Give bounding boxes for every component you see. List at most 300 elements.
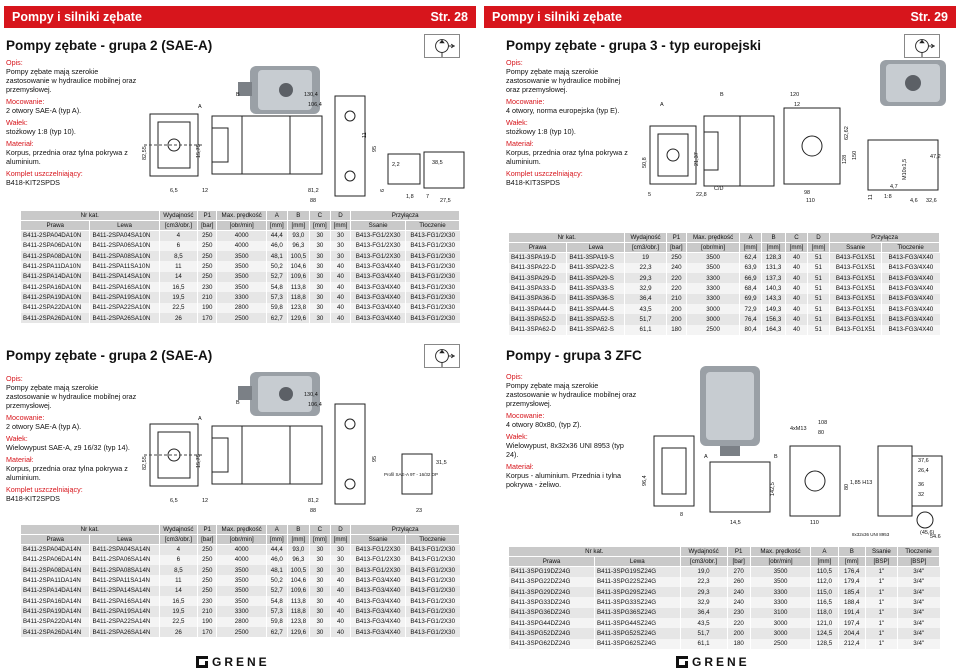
table-cell: B411-2SPA26SA14N <box>90 627 159 637</box>
col-header: [mm] <box>287 221 310 231</box>
table-cell: B411-2SPA06SA14N <box>90 555 159 565</box>
table-cell: B413-FG1X51 <box>829 283 881 293</box>
dim-label: 8 <box>680 512 684 518</box>
table-cell: 191,4 <box>838 608 865 618</box>
pump-technical-drawing <box>640 56 952 206</box>
dim-label: 142,5 <box>770 482 776 496</box>
table-row <box>509 273 940 283</box>
product-description <box>6 58 138 190</box>
table-cell: 11 <box>159 575 198 585</box>
desc-label: Opis: <box>506 372 523 381</box>
table-cell: 51 <box>808 294 830 304</box>
table-row <box>21 241 460 251</box>
table-cell: 128,3 <box>762 253 786 263</box>
col-header: Nr kat. <box>509 547 681 557</box>
dim-label: 80 <box>818 430 825 436</box>
table-cell: 40 <box>330 627 351 637</box>
dim-label: 11 <box>868 194 874 200</box>
table-cell: 2800 <box>217 617 267 627</box>
dim-label: 12 <box>202 498 209 504</box>
table-cell: 2500 <box>750 639 810 649</box>
table-row <box>21 251 460 261</box>
col-header: P1 <box>198 211 217 221</box>
table-cell: 96,3 <box>287 241 310 251</box>
table-cell: 51 <box>808 314 830 324</box>
table-cell: B413-FG3/4X40 <box>351 282 406 292</box>
table-cell: 185,4 <box>838 587 865 597</box>
table-cell: 30 <box>330 555 351 565</box>
desc-text: B418-KIT2SPDS <box>6 178 60 187</box>
col-header: Przyłącza <box>351 525 460 535</box>
table-cell: 30 <box>310 617 331 627</box>
table-cell: 40 <box>786 253 808 263</box>
table-cell: 57,3 <box>267 606 288 616</box>
table-cell: B411-3SPA19-D <box>509 253 567 263</box>
table-cell: 36,4 <box>680 608 727 618</box>
table-cell: B413-FG3/4X40 <box>351 617 406 627</box>
dim-label: 88 <box>310 508 317 514</box>
dim-label: 82,55 <box>142 146 148 160</box>
table-cell: 14 <box>159 272 198 282</box>
table-cell: B411-3SPA62-D <box>509 325 567 335</box>
dim-label: (45,6) <box>920 530 935 536</box>
table-cell: B413-FG1/2X30 <box>405 282 459 292</box>
table-cell: 100,5 <box>287 251 310 261</box>
col-header: [mm] <box>330 221 351 231</box>
dim-label: 32 <box>918 492 925 498</box>
col-header: [cm3/obr.] <box>159 221 198 231</box>
page-number: Str. 29 <box>910 10 948 24</box>
col-header: [mm] <box>811 557 838 567</box>
page-header <box>484 6 956 28</box>
table-cell: 40 <box>330 261 351 271</box>
pump-technical-drawing <box>640 362 952 538</box>
table-cell: 54,8 <box>267 596 288 606</box>
table-cell: 118,8 <box>287 292 310 302</box>
spec-table <box>508 232 940 335</box>
dim-label: 8x32x36 UNI 8953 <box>852 532 890 537</box>
table-cell: B413-FG3/4X40 <box>882 304 940 314</box>
table-cell: B411-2SPA26SA10N <box>90 313 159 323</box>
table-cell: 30 <box>310 282 331 292</box>
table-cell: 40 <box>786 263 808 273</box>
table-cell: 93,0 <box>287 545 310 555</box>
table-cell: B411-2SPA04DA10N <box>21 231 90 241</box>
col-header: D <box>330 525 351 535</box>
dim-label: 1,85 H13 <box>850 480 873 486</box>
table-cell: B411-2SPA06DA14N <box>21 555 90 565</box>
table-cell: B413-FG1X51 <box>829 325 881 335</box>
table-cell: 3500 <box>217 251 267 261</box>
dim-label: 38,5 <box>432 160 443 166</box>
dim-label: 31,5 <box>436 460 447 466</box>
table-cell: 3300 <box>217 292 267 302</box>
col-header: [bar] <box>198 535 217 545</box>
desc-text: Korpus, przednia oraz tylna pokrywa z aluminium. <box>6 148 128 166</box>
desc-text: Korpus - aluminium. Przednia i tylna pokrywa - żeliwo. <box>506 471 622 489</box>
table-cell: 40 <box>330 292 351 302</box>
col-header: Prawa <box>21 535 90 545</box>
table-cell: 170 <box>198 627 217 637</box>
table-cell: 32,9 <box>625 283 666 293</box>
table-cell: B413-FG1X51 <box>829 294 881 304</box>
col-header: Tłoczenie <box>897 547 939 557</box>
table-cell: B411-3SPG36SZ24G <box>595 608 681 618</box>
table-row <box>21 627 460 637</box>
table-cell: 260 <box>727 577 750 587</box>
desc-label: Materiał: <box>506 139 534 148</box>
table-cell: B413-FG1/2X30 <box>405 565 459 575</box>
table-cell: 51 <box>808 325 830 335</box>
col-header: A <box>740 233 762 243</box>
col-header: Lewa <box>595 557 681 567</box>
table-cell: B413-FG3/4X40 <box>882 314 940 324</box>
table-cell: B413-FG1/2X30 <box>351 251 406 261</box>
logo-text: GRENE <box>212 655 270 669</box>
col-header: Prawa <box>21 221 90 231</box>
table-cell: 48,1 <box>267 251 288 261</box>
dim-label: 82,55 <box>142 456 148 470</box>
table-cell: 230 <box>727 608 750 618</box>
table-cell: 40 <box>330 586 351 596</box>
table-cell: 128,5 <box>811 639 838 649</box>
table-cell: B411-3SPG44DZ24G <box>509 618 595 628</box>
table-row <box>21 261 460 271</box>
table-cell: 40 <box>330 617 351 627</box>
desc-text: B418-KIT2SPDS <box>6 494 60 503</box>
table-cell: B413-FG1/2X30 <box>405 555 459 565</box>
table-cell: 2500 <box>217 627 267 637</box>
table-cell: 170 <box>198 313 217 323</box>
col-header: [obr/min] <box>750 557 810 567</box>
table-cell: B411-3SPA22-D <box>509 263 567 273</box>
table-cell: 68,4 <box>740 283 762 293</box>
table-cell: 2500 <box>217 313 267 323</box>
pump-photo <box>700 366 760 456</box>
table-cell: 3000 <box>687 304 740 314</box>
table-cell: 104,6 <box>287 261 310 271</box>
table-cell: B413-FG1/2X30 <box>405 292 459 302</box>
table-cell: 30 <box>310 575 331 585</box>
desc-label: Mocowanie: <box>506 97 545 106</box>
table-cell: 30 <box>310 251 331 261</box>
dim-label: 37,6 <box>918 458 929 464</box>
desc-text: Wielowypust, 8x32x36 UNI 8953 (typ 24). <box>506 441 624 459</box>
table-cell: B411-3SPG33SZ24G <box>595 597 681 607</box>
table-cell: 250 <box>198 586 217 596</box>
col-header: [bar] <box>198 221 217 231</box>
dim-label: 12 <box>202 188 209 194</box>
dim-label: 32,6 <box>926 198 937 204</box>
table-cell: 3/4" <box>897 577 939 587</box>
table-cell: B413-FG3/4X40 <box>882 283 940 293</box>
col-header: B <box>838 547 865 557</box>
table-cell: 116,5 <box>811 597 838 607</box>
table-cell: 240 <box>727 587 750 597</box>
pump-technical-drawing <box>140 56 470 206</box>
table-cell: 44,4 <box>267 231 288 241</box>
dim-label: 12 <box>794 102 801 108</box>
table-cell: B413-FG3/4X40 <box>882 273 940 283</box>
table-cell: B411-2SPA08DA14N <box>21 565 90 575</box>
table-row <box>21 586 460 596</box>
table-body <box>509 253 940 335</box>
table-cell: 57,3 <box>267 292 288 302</box>
catalog-page-29 <box>480 0 960 672</box>
dim-label: 15,75 <box>196 144 202 158</box>
col-header: A <box>267 211 288 221</box>
col-header: [cm3/obr.] <box>625 243 666 253</box>
desc-text: Pompy zębate mają szerokie zastosowanie w hydraulice mobilnej oraz przemysłowej. <box>506 67 621 94</box>
dim-label: 11 <box>362 132 368 138</box>
table-cell: B411-3SPG22DZ24G <box>509 577 595 587</box>
table-cell: 3/4" <box>897 597 939 607</box>
table-cell: 50,2 <box>267 261 288 271</box>
col-header: [BSP] <box>865 557 897 567</box>
table-cell: B411-2SPA11DA14N <box>21 575 90 585</box>
table-cell: 8,5 <box>159 251 198 261</box>
table-cell: 40 <box>786 283 808 293</box>
dim-label: 2,2 <box>392 162 400 168</box>
table-cell: 40 <box>330 282 351 292</box>
table-cell: 52,7 <box>267 272 288 282</box>
table-row <box>21 292 460 302</box>
table-cell: 131,3 <box>762 263 786 273</box>
dim-label: 6 <box>380 188 386 192</box>
col-header: B <box>762 233 786 243</box>
col-header: [mm] <box>267 221 288 231</box>
table-cell: B413-FG3/4X40 <box>351 627 406 637</box>
table-cell: 137,3 <box>762 273 786 283</box>
dim-label: 130,4 <box>304 392 318 398</box>
table-cell: 250 <box>198 565 217 575</box>
table-cell: 40 <box>786 325 808 335</box>
table-cell: 80,4 <box>740 325 762 335</box>
table-cell: B413-FG1X51 <box>829 263 881 273</box>
table-cell: 6 <box>159 241 198 251</box>
table-cell: B411-3SPA29-D <box>509 273 567 283</box>
table-cell: B413-FG1/2X30 <box>405 545 459 555</box>
table-cell: 3100 <box>750 608 810 618</box>
table-cell: 30 <box>310 586 331 596</box>
table-cell: 200 <box>666 314 686 324</box>
table-body <box>21 231 460 324</box>
table-cell: B411-3SPA36-D <box>509 294 567 304</box>
desc-text: 2 otwory SAE-A (typ A). <box>6 422 82 431</box>
table-cell: B411-3SPG52SZ24G <box>595 628 681 638</box>
table-cell: B411-3SPG52DZ24G <box>509 628 595 638</box>
desc-text: Wielowypust SAE-A, z9 16/32 (typ 14). <box>6 443 130 452</box>
table-cell: B411-2SPA16SA14N <box>90 596 159 606</box>
table-cell: B411-3SPG33DZ24G <box>509 597 595 607</box>
table-cell: 129,6 <box>287 313 310 323</box>
desc-text: Pompy zębate mają szerokie zastosowanie w hydraulice mobilnej oraz przemysłowej. <box>506 381 637 408</box>
col-header: B <box>287 525 310 535</box>
table-cell: 197,4 <box>838 618 865 628</box>
table-cell: B411-3SPA62-S <box>567 325 625 335</box>
table-cell: B411-2SPA08SA10N <box>90 251 159 261</box>
table-cell: B413-FG1/2X30 <box>351 241 406 251</box>
table-cell: B411-2SPA16SA10N <box>90 282 159 292</box>
dim-label: 81,2 <box>308 188 319 194</box>
dim-label: A <box>660 102 664 108</box>
table-row <box>509 639 940 649</box>
table-cell: 26 <box>159 627 198 637</box>
dim-label: 62,62 <box>844 126 850 140</box>
col-header: Tłoczenie <box>405 535 459 545</box>
table-cell: 118,0 <box>811 608 838 618</box>
col-header: Max. prędkość <box>217 211 267 221</box>
dim-label: 98 <box>804 190 811 196</box>
col-header: [obr/min] <box>217 535 267 545</box>
table-cell: 30 <box>310 596 331 606</box>
desc-label: Komplet uszczelniający: <box>6 169 83 178</box>
table-cell: B413-FG3/4X40 <box>882 294 940 304</box>
dim-label: 54,6 <box>930 534 941 538</box>
table-cell: B411-2SPA11DA10N <box>21 261 90 271</box>
table-cell: 30 <box>310 545 331 555</box>
desc-label: Mocowanie: <box>6 97 45 106</box>
col-header: Wydajność <box>159 525 198 535</box>
table-cell: 3300 <box>687 283 740 293</box>
table-row <box>21 575 460 585</box>
table-cell: B413-FG1/2X30 <box>351 555 406 565</box>
table-cell: 19,5 <box>159 606 198 616</box>
col-header: Nr kat. <box>21 211 160 221</box>
header-title: Pompy i silniki zębate <box>12 10 142 24</box>
table-cell: 51 <box>808 283 830 293</box>
dim-label: B <box>720 92 724 98</box>
section-title: Pompy zębate - grupa 3 - typ europejski <box>506 38 762 53</box>
table-cell: 48,1 <box>267 565 288 575</box>
table-cell: 1" <box>865 608 897 618</box>
table-cell: 3500 <box>750 577 810 587</box>
table-cell: 250 <box>198 545 217 555</box>
col-header: [BSP] <box>897 557 939 567</box>
table-cell: 3500 <box>217 272 267 282</box>
desc-text: 2 otwory SAE-A (typ A). <box>6 106 82 115</box>
table-cell: B411-3SPA52-D <box>509 314 567 324</box>
table-cell: 230 <box>198 282 217 292</box>
section-title: Pompy zębate - grupa 2 (SAE-A) <box>6 38 213 53</box>
table-cell: B411-3SPG62DZ24G <box>509 639 595 649</box>
table-row <box>21 617 460 627</box>
table-cell: 250 <box>198 555 217 565</box>
table-cell: 59,8 <box>267 617 288 627</box>
table-cell: B413-FG3/4X40 <box>351 596 406 606</box>
table-cell: B413-FG1/2X30 <box>405 586 459 596</box>
table-cell: B413-FG3/4X40 <box>351 313 406 323</box>
table-cell: 3300 <box>687 294 740 304</box>
table-cell: B411-2SPA14DA10N <box>21 272 90 282</box>
table-cell: 124,5 <box>811 628 838 638</box>
dim-label: 95 <box>372 455 378 462</box>
table-cell: 51 <box>808 253 830 263</box>
table-cell: 22,3 <box>625 263 666 273</box>
dim-label: 1,8 <box>406 194 414 200</box>
table-cell: 3300 <box>687 273 740 283</box>
col-header: C <box>310 525 331 535</box>
col-header: [bar] <box>727 557 750 567</box>
table-row <box>21 545 460 555</box>
table-cell: B413-FG1/2X30 <box>405 303 459 313</box>
table-body <box>509 567 940 649</box>
table-cell: B411-3SPG44SZ24G <box>595 618 681 628</box>
table-cell: B413-FG3/4X40 <box>351 575 406 585</box>
table-cell: 40 <box>330 272 351 282</box>
spec-table <box>20 524 460 637</box>
table-cell: 3300 <box>750 597 810 607</box>
table-cell: B413-FG1/2X30 <box>405 575 459 585</box>
table-cell: 61,1 <box>625 325 666 335</box>
table-cell: 29,3 <box>680 587 727 597</box>
table-row <box>509 263 940 273</box>
table-cell: B411-3SPG22SZ24G <box>595 577 681 587</box>
table-cell: 129,6 <box>287 627 310 637</box>
table-cell: 250 <box>198 241 217 251</box>
table-row <box>21 231 460 241</box>
table-cell: 113,8 <box>287 596 310 606</box>
dim-label: 6,5 <box>170 188 178 194</box>
table-cell: 3500 <box>687 253 740 263</box>
table-cell: B411-2SPA14DA14N <box>21 586 90 596</box>
table-cell: 93,0 <box>287 231 310 241</box>
table-row <box>21 606 460 616</box>
dim-label: 6,5 <box>170 498 178 504</box>
grene-logo-mark-icon <box>196 656 208 668</box>
grene-logo <box>196 656 270 668</box>
col-header: [obr/min] <box>687 243 740 253</box>
table-cell: 62,4 <box>740 253 762 263</box>
desc-label: Materiał: <box>6 455 34 464</box>
table-cell: B411-2SPA22DA10N <box>21 303 90 313</box>
table-cell: B411-2SPA26DA10N <box>21 313 90 323</box>
table-cell: 40 <box>786 294 808 304</box>
table-cell: B411-2SPA14SA14N <box>90 586 159 596</box>
table-cell: 30 <box>310 555 331 565</box>
table-cell: 250 <box>198 261 217 271</box>
grene-logo <box>676 656 750 668</box>
table-cell: 46,0 <box>267 241 288 251</box>
table-cell: 16,5 <box>159 596 198 606</box>
table-cell: 4000 <box>217 241 267 251</box>
table-row <box>509 325 940 335</box>
table-cell: 230 <box>198 596 217 606</box>
table-cell: 72,9 <box>740 304 762 314</box>
table-row <box>21 303 460 313</box>
table-cell: 40 <box>330 313 351 323</box>
table-cell: B411-2SPA22SA14N <box>90 617 159 627</box>
table-cell: 30 <box>310 272 331 282</box>
table-cell: 210 <box>666 294 686 304</box>
table-row <box>509 597 940 607</box>
pump-symbol-icon <box>904 34 940 58</box>
dim-label: 22,8 <box>696 192 707 198</box>
table-cell: B413-FG1/2X30 <box>405 231 459 241</box>
dim-label: 23 <box>416 508 423 514</box>
dim-label: 95 <box>372 145 378 152</box>
table-cell: 96,3 <box>287 555 310 565</box>
table-cell: 200 <box>666 304 686 314</box>
dim-label: 106,4 <box>308 402 322 408</box>
table-cell: 164,3 <box>762 325 786 335</box>
table-cell: B411-2SPA04DA14N <box>21 545 90 555</box>
table-cell: 3300 <box>750 587 810 597</box>
table-cell: 14 <box>159 586 198 596</box>
table-cell: B413-FG1/2X30 <box>351 565 406 575</box>
table-cell: 200 <box>727 628 750 638</box>
dim-label: 110 <box>806 198 815 204</box>
